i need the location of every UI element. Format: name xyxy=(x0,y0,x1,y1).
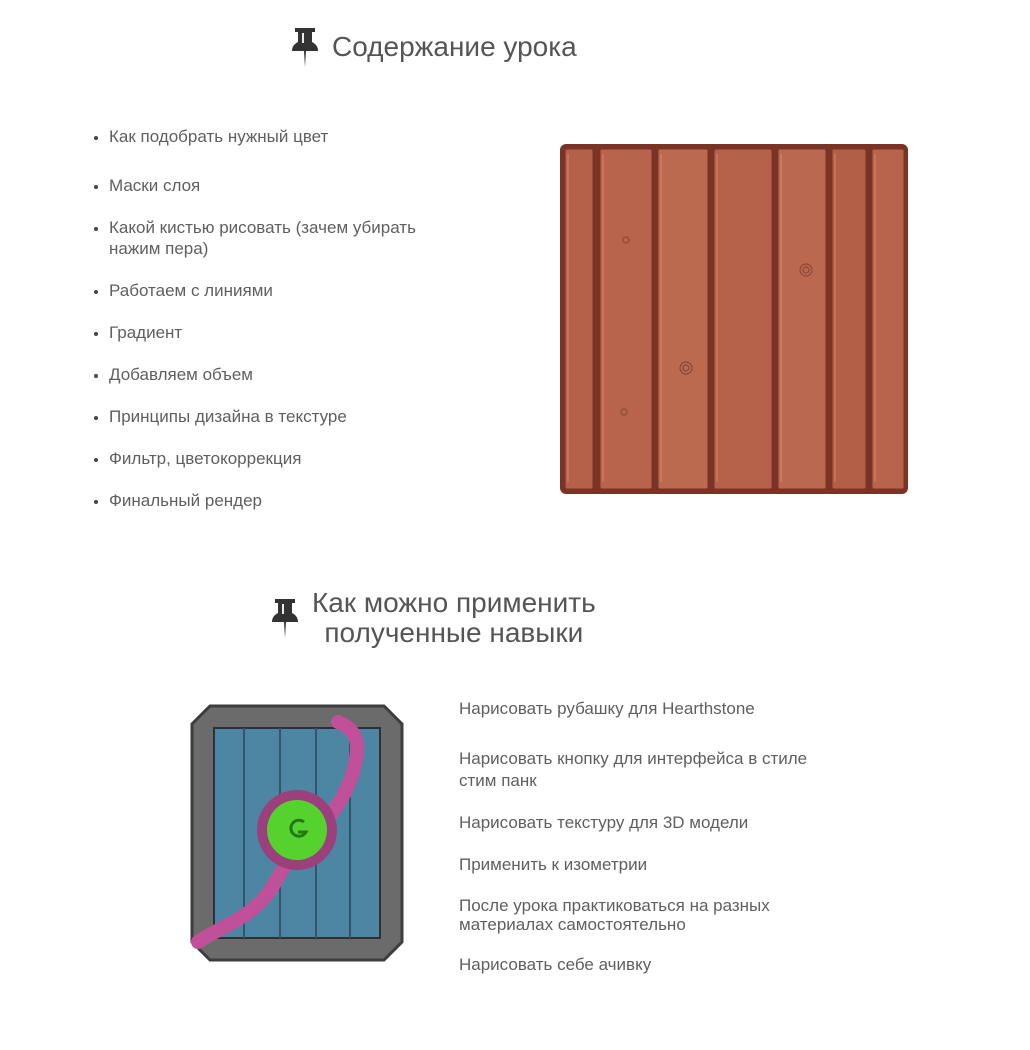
list-item: Фильтр, цветокоррекция xyxy=(92,448,472,469)
lesson-contents-list xyxy=(92,126,472,511)
list-item: Применить к изометрии xyxy=(459,855,648,874)
section-title xyxy=(312,588,596,648)
list-item: Нарисовать кнопку для интерфейса в стиле стим панк xyxy=(459,749,808,790)
list-item: Работаем с линиями xyxy=(92,280,472,301)
list-item: Добавляем объем xyxy=(92,364,472,385)
list-item: Маски слоя xyxy=(92,175,472,196)
list-item: Финальный рендер xyxy=(92,490,472,511)
list-item: Нарисовать рубашку для Hearthstone xyxy=(459,699,755,718)
pushpin-icon xyxy=(270,597,300,639)
list-item: Какой кистью рисовать (зачем убирать нажим пера) xyxy=(92,217,472,259)
section-title-line: полученные навыки xyxy=(324,617,584,648)
list-item: Нарисовать себе ачивку xyxy=(459,955,652,974)
skills-list xyxy=(459,698,819,976)
list-item: Градиент xyxy=(92,322,472,343)
list-item: Как подобрать нужный цвет xyxy=(92,126,472,147)
section-title-line: Как можно применить xyxy=(312,587,596,618)
card-back-image xyxy=(188,702,406,964)
pushpin-icon xyxy=(290,26,320,68)
list-item: Принципы дизайна в текстуре xyxy=(92,406,472,427)
page-title: Содержание урока xyxy=(332,31,577,62)
section-heading-skills xyxy=(270,588,596,648)
list-item: После урока практиковаться на разных материалах самостоятельно xyxy=(459,896,770,934)
wooden-planks-image xyxy=(558,142,910,496)
section-heading-contents xyxy=(290,26,577,68)
list-item: Нарисовать текстуру для 3D модели xyxy=(459,813,749,832)
